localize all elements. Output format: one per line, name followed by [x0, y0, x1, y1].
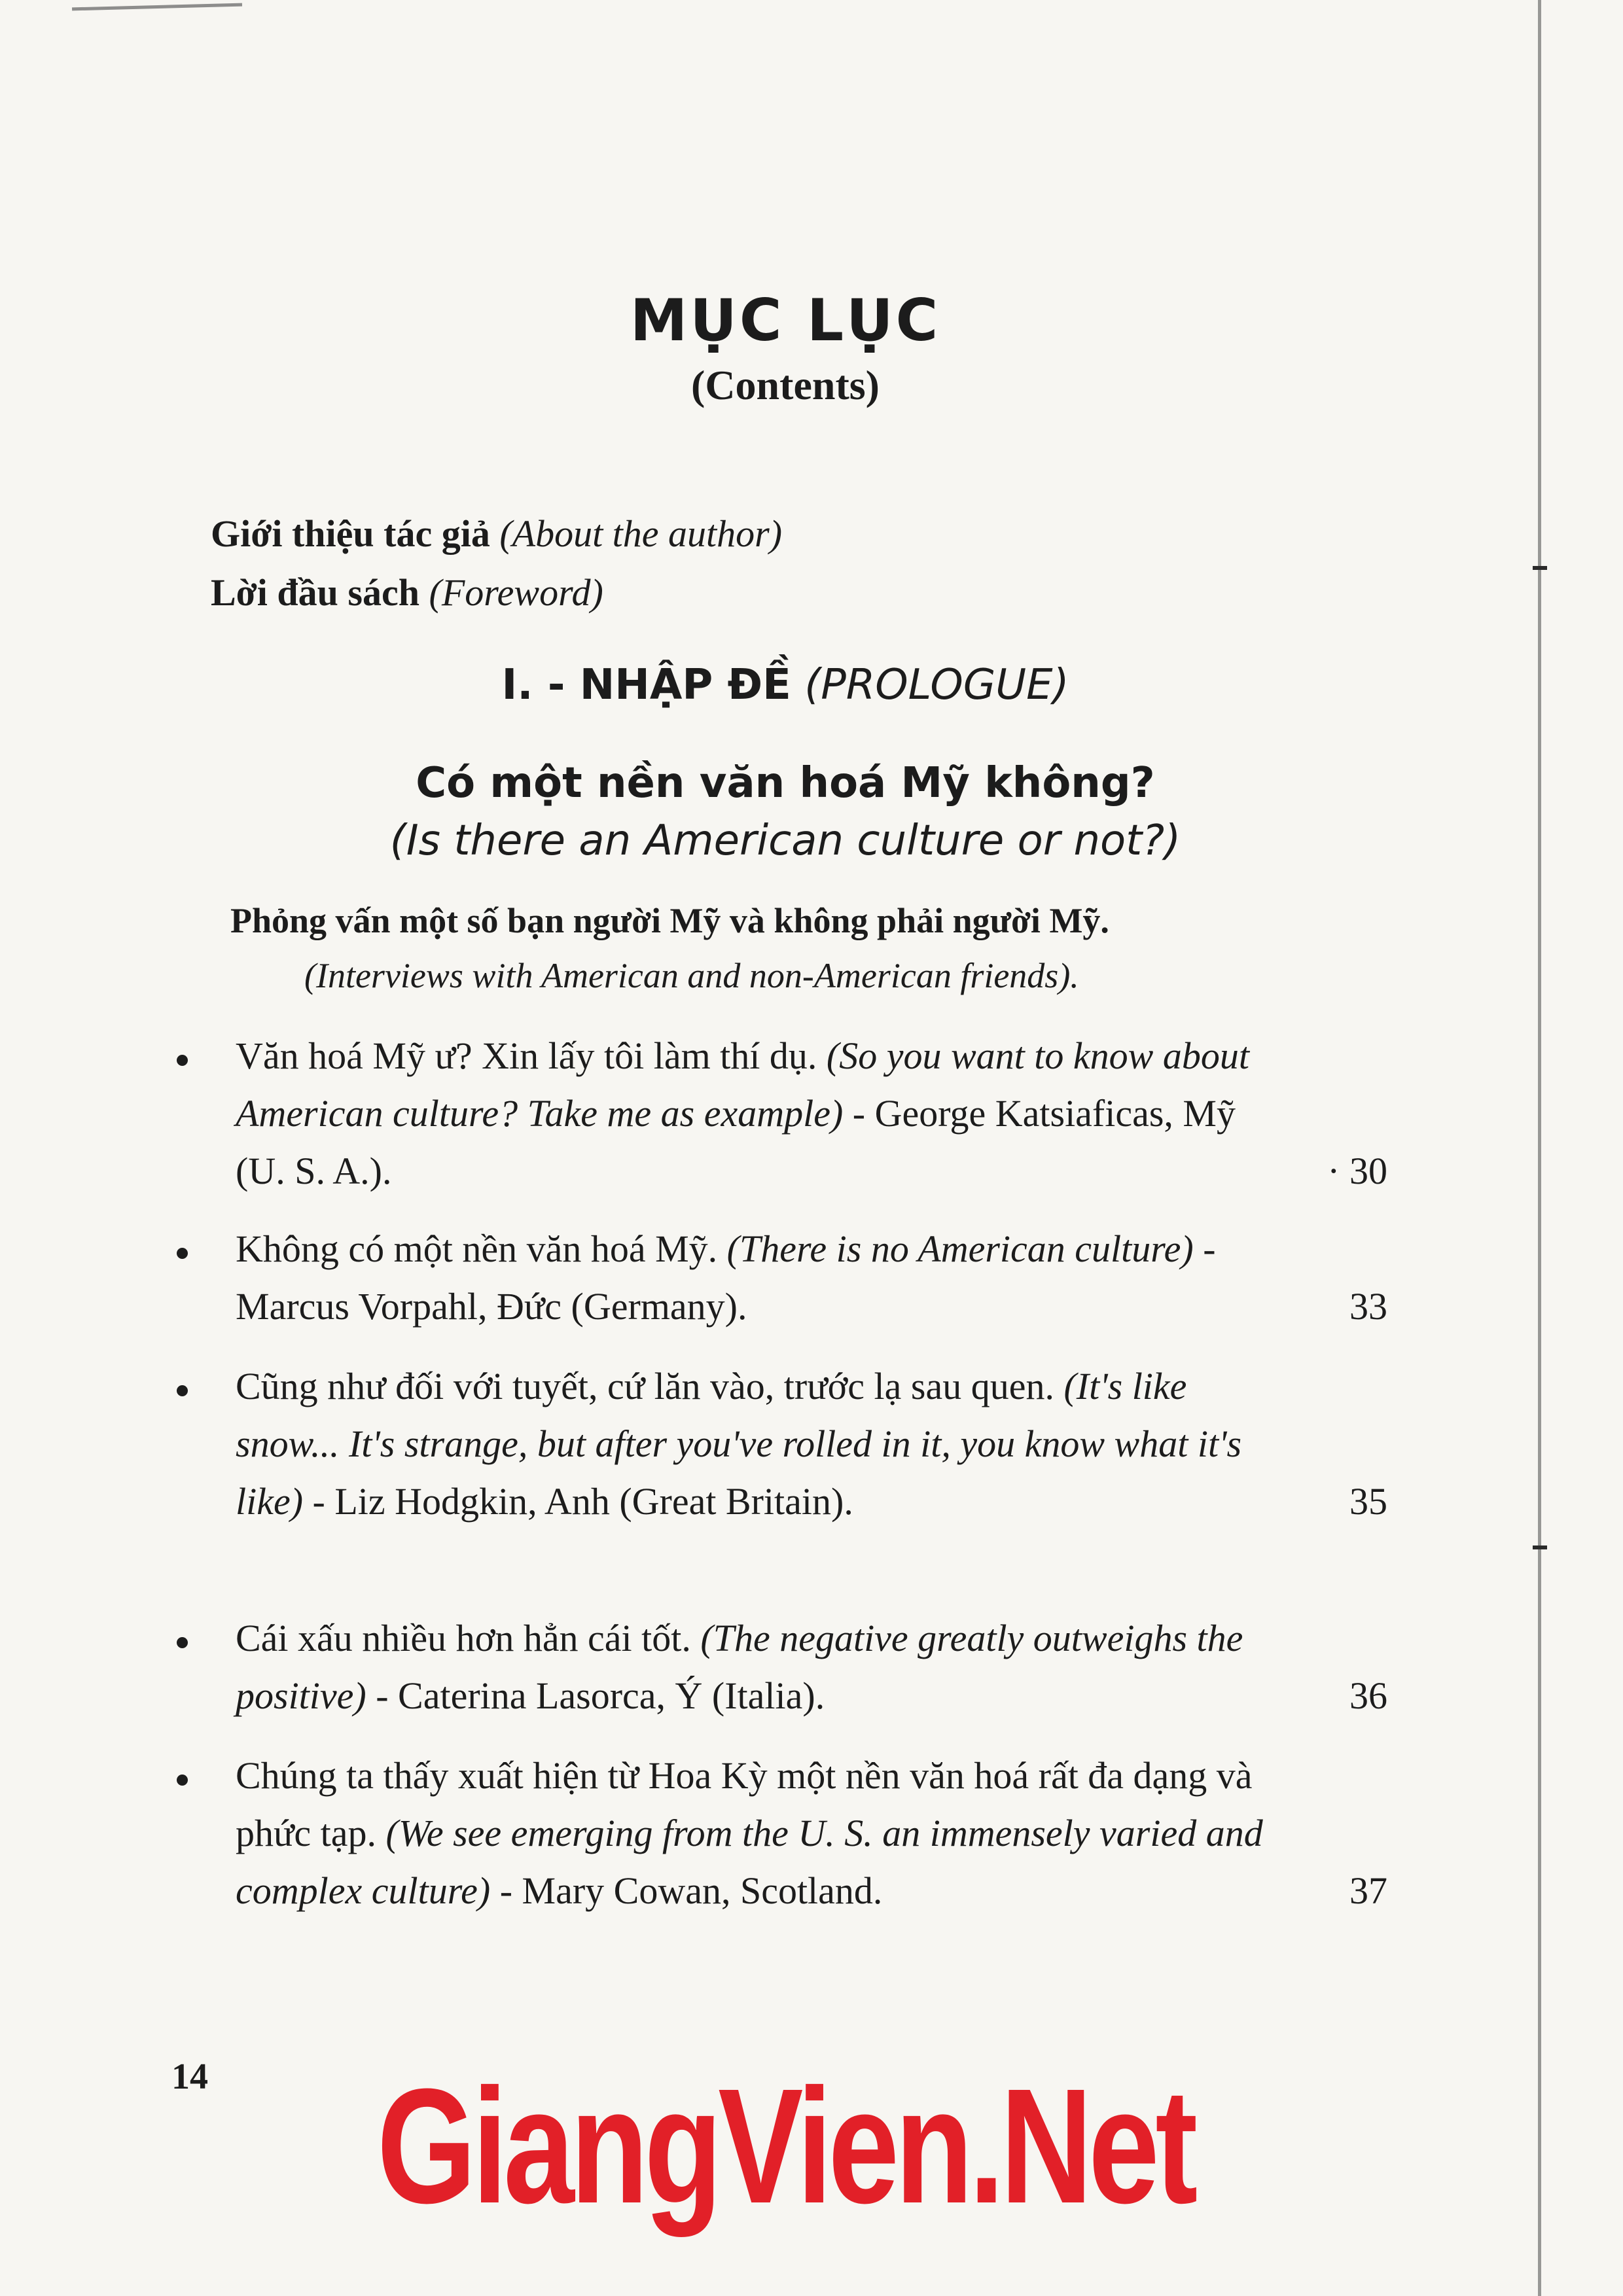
entry-en: (So you want to know about American culture? Take me as example) [236, 1034, 1249, 1135]
interview-heading-en: (Interviews with American and non-American friends). [304, 956, 1079, 995]
toc-entry-text [236, 1610, 1283, 1725]
page-subtitle: (Contents) [691, 362, 880, 408]
spine-tick-mark [1533, 566, 1547, 570]
front-matter-about-author[interactable] [211, 512, 782, 556]
section-number: I. - NHẬP ĐỀ [501, 661, 791, 709]
toc-entry[interactable] [177, 1358, 1387, 1530]
entry-author: - Caterina Lasorca, Ý (Italia). [366, 1674, 825, 1717]
scan-edge-mark [72, 3, 242, 11]
interview-heading-vi: Phỏng vấn một số bạn người Mỹ và không phải người Mỹ. [230, 901, 1109, 940]
entry-vi: Cái xấu nhiều hơn hẳn cái tốt. [236, 1617, 691, 1659]
watermark-logo: GiangVien.Net [376, 2055, 1194, 2237]
entry-vi: Văn hoá Mỹ ư? Xin lấy tôi làm thí dụ. [236, 1034, 817, 1077]
toc-entry[interactable] [177, 1220, 1387, 1335]
toc-entry-text [236, 1220, 1283, 1335]
toc-page-number: 37 [1349, 1869, 1387, 1912]
topic-title-vi: Có một nền văn hoá Mỹ không? [416, 759, 1155, 807]
entry-en: (The negative greatly outweighs the positive) [236, 1617, 1243, 1717]
bullet-icon [177, 1775, 188, 1786]
front-matter-vi: Giới thiệu tác giả [211, 512, 490, 555]
topic-title-en: (Is there an American culture or not?) [389, 817, 1181, 865]
toc-page-number: · 30 [1327, 1150, 1387, 1192]
toc-entry[interactable] [177, 1747, 1387, 1920]
page-title: MỤC LỤC [630, 287, 941, 354]
toc-page-number: 36 [1349, 1674, 1387, 1717]
toc-entry-text [236, 1027, 1283, 1200]
bullet-icon [177, 1248, 188, 1259]
entry-en: (We see emerging from the U. S. an immensely varied and complex culture) [236, 1812, 1263, 1912]
entry-vi: Cũng như đối với tuyết, cứ lăn vào, trước lạ sau quen. [236, 1365, 1054, 1407]
page-number: 14 [171, 2057, 208, 2097]
front-matter-en: (About the author) [499, 512, 783, 555]
section-heading[interactable] [0, 661, 1571, 709]
toc-entry[interactable] [177, 1610, 1387, 1725]
entry-author: - George Katsiaficas, Mỹ (U. S. A.). [236, 1092, 1236, 1192]
toc-entry[interactable] [177, 1027, 1387, 1200]
entry-author: - Mary Cowan, Scotland. [490, 1869, 883, 1912]
bullet-icon [177, 1385, 188, 1396]
toc-entry-text [236, 1358, 1283, 1530]
bullet-icon [177, 1055, 188, 1066]
section-name: (PROLOGUE) [804, 661, 1069, 709]
toc-page-number: 33 [1349, 1285, 1387, 1328]
toc-entry-text [236, 1747, 1283, 1920]
front-matter-foreword[interactable] [211, 571, 603, 614]
entry-author: - Liz Hodgkin, Anh (Great Britain). [303, 1480, 853, 1523]
entry-en: (It's like snow... It's strange, but after you've rolled in it, you know what it's like) [236, 1365, 1242, 1523]
bullet-icon [177, 1637, 188, 1648]
entry-en: (There is no American culture) [726, 1227, 1194, 1270]
entry-author: - Marcus Vorpahl, Đức (Germany). [236, 1227, 1216, 1328]
spine-tick-mark [1533, 1545, 1547, 1549]
entry-vi: Chúng ta thấy xuất hiện từ Hoa Kỳ một nền văn hoá rất đa dạng và phức tạp. [236, 1754, 1253, 1854]
front-matter-vi: Lời đầu sách [211, 571, 419, 614]
entry-vi: Không có một nền văn hoá Mỹ. [236, 1227, 718, 1270]
toc-page-number: 35 [1349, 1480, 1387, 1523]
front-matter-en: (Foreword) [429, 571, 603, 614]
